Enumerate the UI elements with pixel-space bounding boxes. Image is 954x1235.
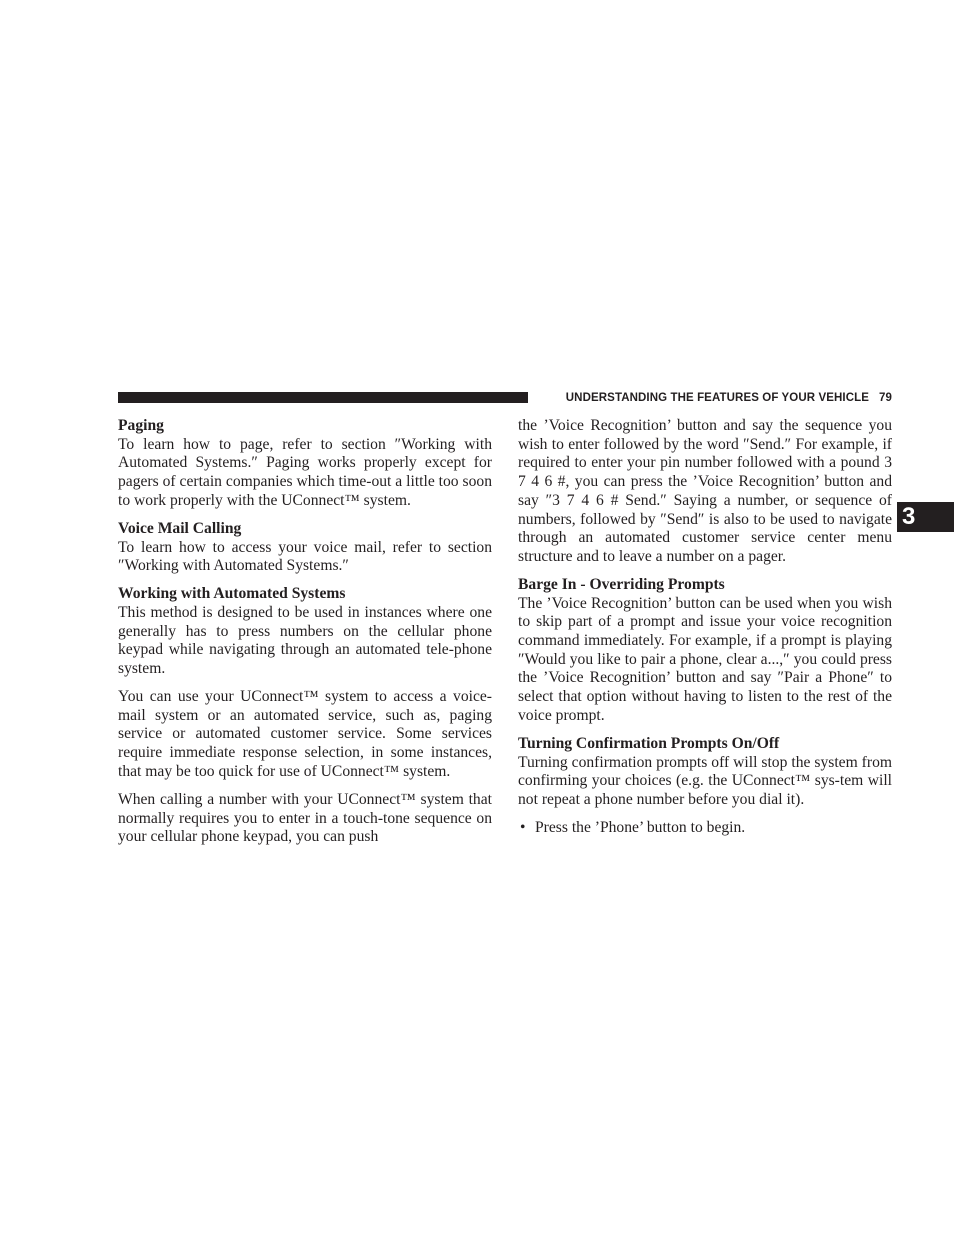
confirm-heading: Turning Confirmation Prompts On/Off (518, 734, 780, 752)
page-number: 79 (879, 392, 892, 404)
paging-heading: Paging (118, 417, 164, 434)
bullet-icon: • (520, 818, 526, 836)
bullet-item (518, 819, 892, 838)
voicemail-text: To learn how to access your voice mail, refer to section ″Working with Automated Systems.″ (118, 538, 492, 575)
left-column (118, 417, 492, 847)
automated-paragraph-1: This method is designed to be used in instances where one generally has to press numbers on the cellular phone keypad while navigating through an automated tele-phone system. (118, 603, 492, 678)
section-title: UNDERSTANDING THE FEATURES OF YOUR VEHICLE (565, 392, 869, 404)
voicemail-heading: Voice Mail Calling (118, 519, 242, 537)
barge-text: The ’Voice Recognition’ button can be used when you wish to skip part of a prompt and issue your voice recognition command immediately. For example, if a prompt is playing ″Would you like to pair a phone, clear a...,″ you could press the ’Voice Recognition’ button and say ″Pair a Phone″ to select that option without having to listen to the rest of the voice prompt. (518, 594, 892, 724)
chapter-tab: 3 (897, 502, 954, 532)
paging-text: To learn how to page, refer to section ″Working with Automated Systems.″ Paging works properly except for pagers of certain companies which time-out a little too soon to work properly with the UConnect™ system. (118, 435, 492, 509)
barge-heading: Barge In - Overriding Prompts (518, 575, 725, 593)
header-rule (118, 392, 528, 403)
right-column (518, 417, 892, 838)
confirm-text: Turning confirmation prompts off will stop the system from confirming your choices (e.g. the UConnect™ sys-tem will not repeat a phone number before you dial it). (518, 753, 892, 808)
automated-paragraph-2: You can use your UConnect™ system to access a voice-mail system or an automated service, such as, paging service or automated customer service. Some services require immediate response selection, in some instances, that may be too quick for use of UConnect™ system. (118, 688, 492, 780)
continued-paragraph: the ’Voice Recognition’ button and say the sequence you wish to enter followed by the word ″Send.″ For example, if required to enter your pin number followed with a pound 3 7 4 6 #, you can press the ’Voice Recognition’ button and say ″3 7 4 6 # Send.″ Saying a number, or sequence of numbers, followed by ″Send″ is also to be used to navigate through an automated customer service center menu structure and to leave a number on a pager. (518, 417, 892, 565)
automated-heading: Working with Automated Systems (118, 585, 346, 603)
running-header (538, 390, 892, 406)
bullet-text: Press the ’Phone’ button to begin. (535, 818, 746, 836)
automated-paragraph-3: When calling a number with your UConnect™ system that normally requires you to enter in a touch-tone sequence on your cellular phone keypad, you can push (118, 790, 492, 846)
